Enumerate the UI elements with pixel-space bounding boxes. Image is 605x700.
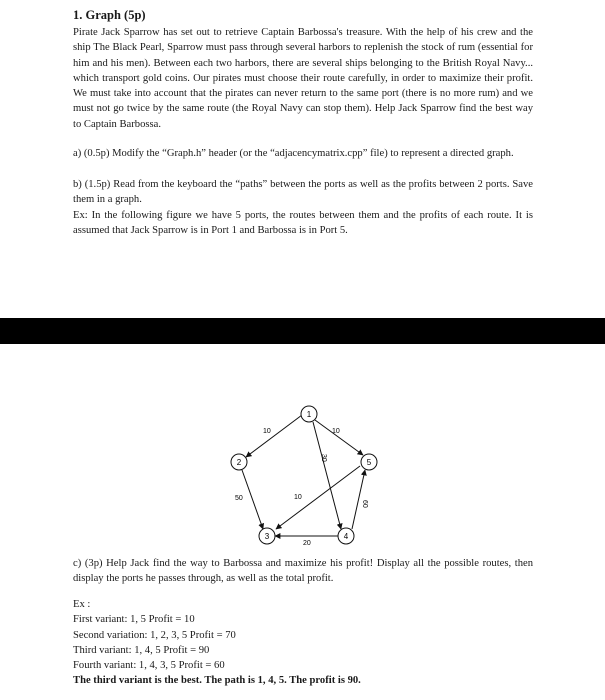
port-label-3: 3 (264, 532, 270, 541)
port-label-2: 2 (236, 458, 242, 467)
example-label: Ex : (73, 599, 91, 610)
edge-1-5 (315, 420, 363, 455)
weight-1-2: 10 (263, 428, 271, 435)
edge-2-3 (242, 470, 263, 529)
weight-2-3: 50 (235, 495, 243, 502)
task-b: b) (1.5p) Read from the keyboard the “paths” between the ports as well as the profits between 2 ports. Save them in a graph. (73, 179, 533, 206)
task-a: a) (0.5p) Modify the “Graph.h” header (or the “adjacencymatrix.cpp” file) to represent a directed graph. (73, 148, 514, 159)
best-variant-conclusion: The third variant is the best. The path is 1, 4, 5. The profit is 90. (73, 675, 361, 687)
weight-1-5: 10 (332, 428, 340, 435)
edge-5-3 (276, 466, 360, 529)
weight-1-4: 30 (320, 454, 327, 462)
port-label-1: 1 (306, 410, 312, 419)
port-graph-diagram (225, 400, 385, 550)
task-c: c) (3p) Help Jack find the way to Barbossa and maximize his profit! Display all the possible routes, then display the ports he passes through, as well as the total profit. (73, 558, 533, 585)
variant-line: First variant: 1, 5 Profit = 10 (73, 614, 195, 626)
problem-heading: 1. Graph (5p) (73, 8, 146, 22)
weight-5-3: 10 (294, 494, 302, 501)
example-variants (73, 597, 361, 689)
port-label-4: 4 (343, 532, 349, 541)
page-divider (0, 318, 605, 344)
weight-4-3: 20 (303, 540, 311, 547)
problem-intro: Pirate Jack Sparrow has set out to retrieve Captain Barbossa's treasure. With the help of his crew and the ship The Black Pearl, Sparrow must pass through several harbors to replenish the stock of rum (essential for him and his men). Between each two harbors, there are several ships belonging to the British Royal Navy... which transport gold coins. Our pirates must choose their route carefully, in order to maximize their profit. We must take into account that the pirates can never return to the same port (there is no more rum) and we must not go twice by the same route (the Royal Navy can stop them). Help Jack Sparrow find the best way to Captain Barbossa. (73, 27, 533, 130)
variant-line: Third variant: 1, 4, 5 Profit = 90 (73, 644, 210, 656)
edge-1-2 (246, 415, 302, 457)
port-label-5: 5 (366, 458, 372, 467)
edge-1-4 (313, 422, 341, 529)
example-intro: Ex: In the following figure we have 5 ports, the routes between them and the profits of each route. It is assumed that Jack Sparrow is in Port 1 and Barbossa is in Port 5. (73, 210, 533, 237)
variant-line: Fourth variant: 1, 4, 3, 5 Profit = 60 (73, 660, 225, 672)
variant-line: Second variation: 1, 2, 3, 5 Profit = 70 (73, 629, 236, 641)
weight-4-5: 60 (361, 500, 368, 508)
